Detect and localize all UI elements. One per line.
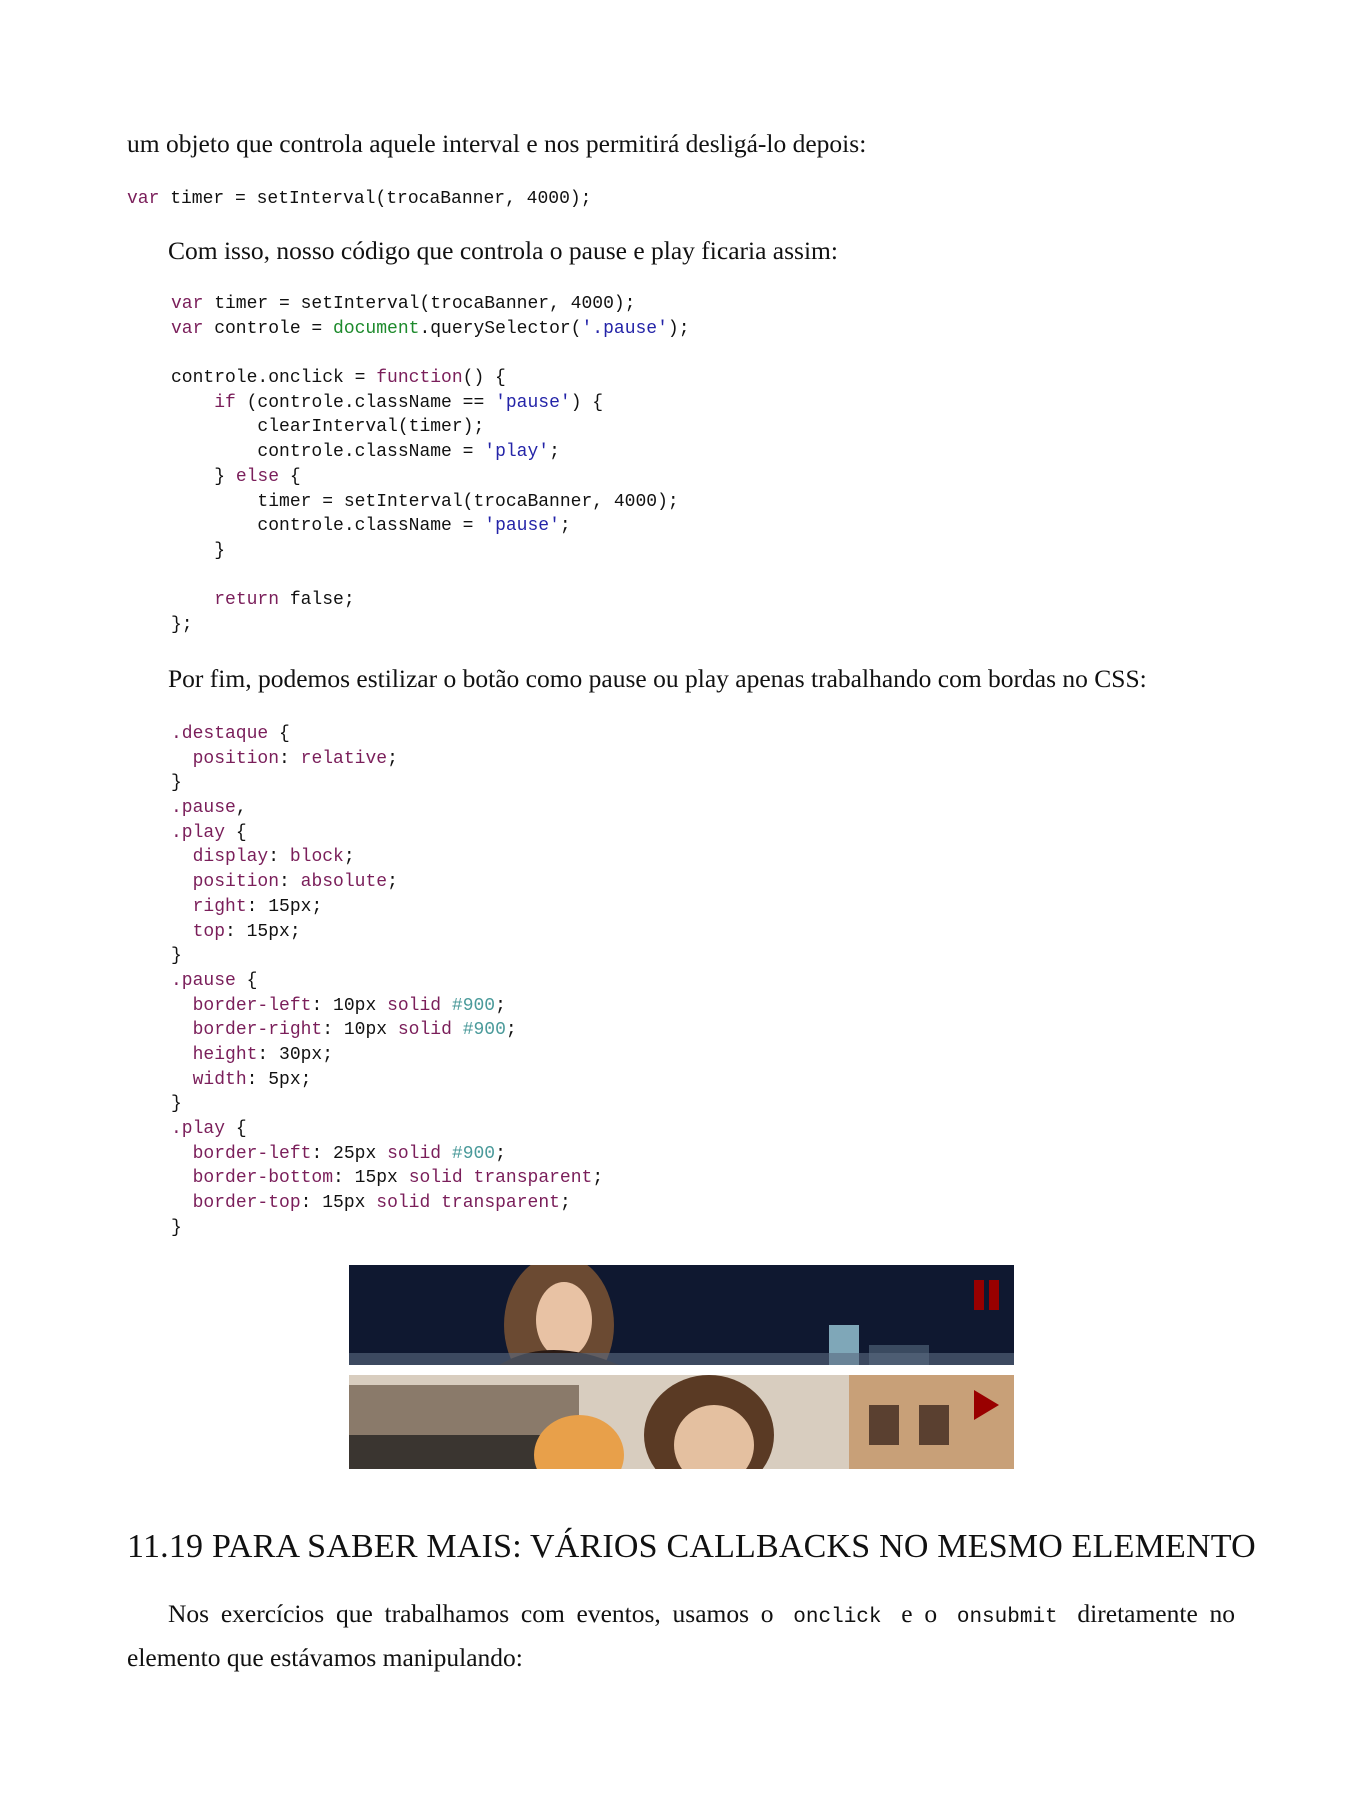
code-token: transparent xyxy=(441,1193,560,1214)
code-token: timer = setInterval(trocaBanner, 4000); xyxy=(171,491,679,512)
code-token: ) { xyxy=(570,392,604,413)
paragraph-pause-play: Com isso, nosso código que controla o pause e play ficaria assim: xyxy=(168,236,838,265)
paragraph-events xyxy=(127,1594,1235,1678)
code-block-timer xyxy=(127,187,591,212)
code-token: 10px xyxy=(343,1020,388,1041)
code-token: if xyxy=(214,392,236,413)
code-token: 10px xyxy=(333,995,377,1016)
code-token: right xyxy=(192,896,247,917)
code-token: else xyxy=(235,466,280,487)
code-token: .pause xyxy=(171,970,236,991)
inline-code-onsubmit: onsubmit xyxy=(956,1606,1058,1629)
code-token: solid xyxy=(408,1168,463,1189)
code-token: var xyxy=(127,189,160,209)
code-token: { xyxy=(235,970,258,991)
code-token: border-left xyxy=(192,1143,312,1164)
code-token: , xyxy=(235,798,247,819)
code-token: (controle.className == xyxy=(235,392,496,413)
code-token: '.pause' xyxy=(581,318,668,339)
code-token: height xyxy=(192,1044,258,1065)
code-token: 'pause' xyxy=(484,516,560,537)
code-token: display xyxy=(192,847,269,868)
code-token xyxy=(171,590,214,610)
code-token: ; xyxy=(549,442,560,463)
code-token: var xyxy=(171,294,204,314)
code-token: solid xyxy=(397,1020,452,1041)
code-token: controle.className = xyxy=(171,442,485,463)
code-token: 5px xyxy=(268,1069,301,1090)
code-token: ; xyxy=(559,516,571,537)
paragraph-text: e o xyxy=(901,1599,938,1628)
code-token: 15px xyxy=(354,1168,398,1189)
code-token: block xyxy=(289,847,344,868)
code-token: var xyxy=(171,318,204,339)
code-token: } xyxy=(171,946,182,967)
code-token: solid xyxy=(376,1193,431,1214)
code-token: position xyxy=(192,748,280,769)
code-token: 'pause' xyxy=(495,392,571,413)
code-token: .play xyxy=(171,1119,226,1139)
code-token: #900 xyxy=(451,1143,496,1164)
code-token: timer = setInterval(trocaBanner, 4000); xyxy=(159,189,592,209)
paragraph-text: Nos exercícios que trabalhamos com eventos, usamos o xyxy=(168,1599,774,1628)
code-token: 15px xyxy=(246,921,290,942)
code-block-css: .destaque { position: relative; } .pause, .play { display: block; position: absolute; right: 15px; top: 15px; } .pause { border-left: 10px solid #900; border-right: 10px solid #900; height: 30px; width: 5px; } .play { border-left: 25px solid #900; border-bottom: 15px solid transparent; border-top: 15px solid transparent; } xyxy=(171,724,604,1238)
banner-bottom-illustration xyxy=(349,1375,1014,1469)
play-icon[interactable] xyxy=(974,1390,999,1420)
code-token xyxy=(171,393,214,413)
code-token: border-right xyxy=(192,1020,323,1041)
inline-code-onclick: onclick xyxy=(793,1606,882,1629)
banner-image-bottom xyxy=(349,1375,1014,1469)
code-token: relative xyxy=(300,748,388,769)
code-token: 15px xyxy=(322,1193,366,1214)
figure-gap xyxy=(349,1365,1014,1375)
code-token: } xyxy=(171,466,236,487)
code-token: 15px xyxy=(268,896,312,917)
code-token: { xyxy=(268,724,290,744)
code-token: .play xyxy=(171,822,226,843)
code-token: absolute xyxy=(300,872,388,893)
code-token: 25px xyxy=(333,1143,377,1164)
code-token: 'play' xyxy=(484,442,550,463)
code-token: transparent xyxy=(473,1168,593,1189)
code-token: .destaque xyxy=(171,724,269,744)
code-block-controle xyxy=(171,292,690,638)
code-token: } xyxy=(171,1094,182,1115)
code-token: { xyxy=(225,1119,247,1139)
banner-top-illustration xyxy=(349,1265,1014,1365)
paragraph-text: diretamente no elemento que estávamos manipulando: xyxy=(127,1599,1236,1672)
code-token: function xyxy=(376,368,463,389)
code-token: controle = xyxy=(203,318,334,339)
code-token: controle.className = xyxy=(171,516,485,537)
code-token: .pause xyxy=(171,798,236,819)
paragraph-intro: um objeto que controla aquele interval e nos permitirá desligá-lo depois: xyxy=(127,129,867,158)
code-token: } xyxy=(171,540,226,561)
pause-icon[interactable] xyxy=(974,1280,999,1310)
code-token: document xyxy=(333,318,420,339)
code-token: } xyxy=(171,1217,182,1238)
code-token: }; xyxy=(171,614,193,635)
paragraph-css-intro: Por fim, podemos estilizar o botão como pause ou play apenas trabalhando com bordas no CSS: xyxy=(168,664,1147,693)
code-token: #900 xyxy=(451,995,496,1016)
code-token: solid xyxy=(387,995,442,1016)
code-token: #900 xyxy=(462,1020,506,1041)
code-token: border-bottom xyxy=(192,1168,334,1189)
banner-image-top xyxy=(349,1265,1014,1365)
code-token: .querySelector( xyxy=(419,318,582,339)
code-token: return xyxy=(214,590,280,611)
code-token: top xyxy=(192,921,226,942)
code-token: ); xyxy=(667,318,690,339)
code-token: width xyxy=(192,1069,247,1090)
code-token: position xyxy=(192,872,280,893)
code-token: { xyxy=(225,822,247,843)
code-token: 30px xyxy=(279,1044,323,1065)
code-token: timer = setInterval(trocaBanner, 4000); xyxy=(203,294,636,314)
code-token: () { xyxy=(462,368,506,389)
code-token: false; xyxy=(279,590,355,611)
code-token: border-top xyxy=(192,1193,301,1214)
code-token: border-left xyxy=(192,995,312,1016)
section-heading: 11.19 PARA SABER MAIS: VÁRIOS CALLBACKS NO MESMO ELEMENTO xyxy=(127,1528,1256,1565)
code-token: controle.onclick = xyxy=(171,368,377,389)
code-token: } xyxy=(171,773,182,794)
code-token: clearInterval(timer); xyxy=(171,417,485,438)
code-token: solid xyxy=(387,1143,442,1164)
code-token: { xyxy=(279,466,301,487)
